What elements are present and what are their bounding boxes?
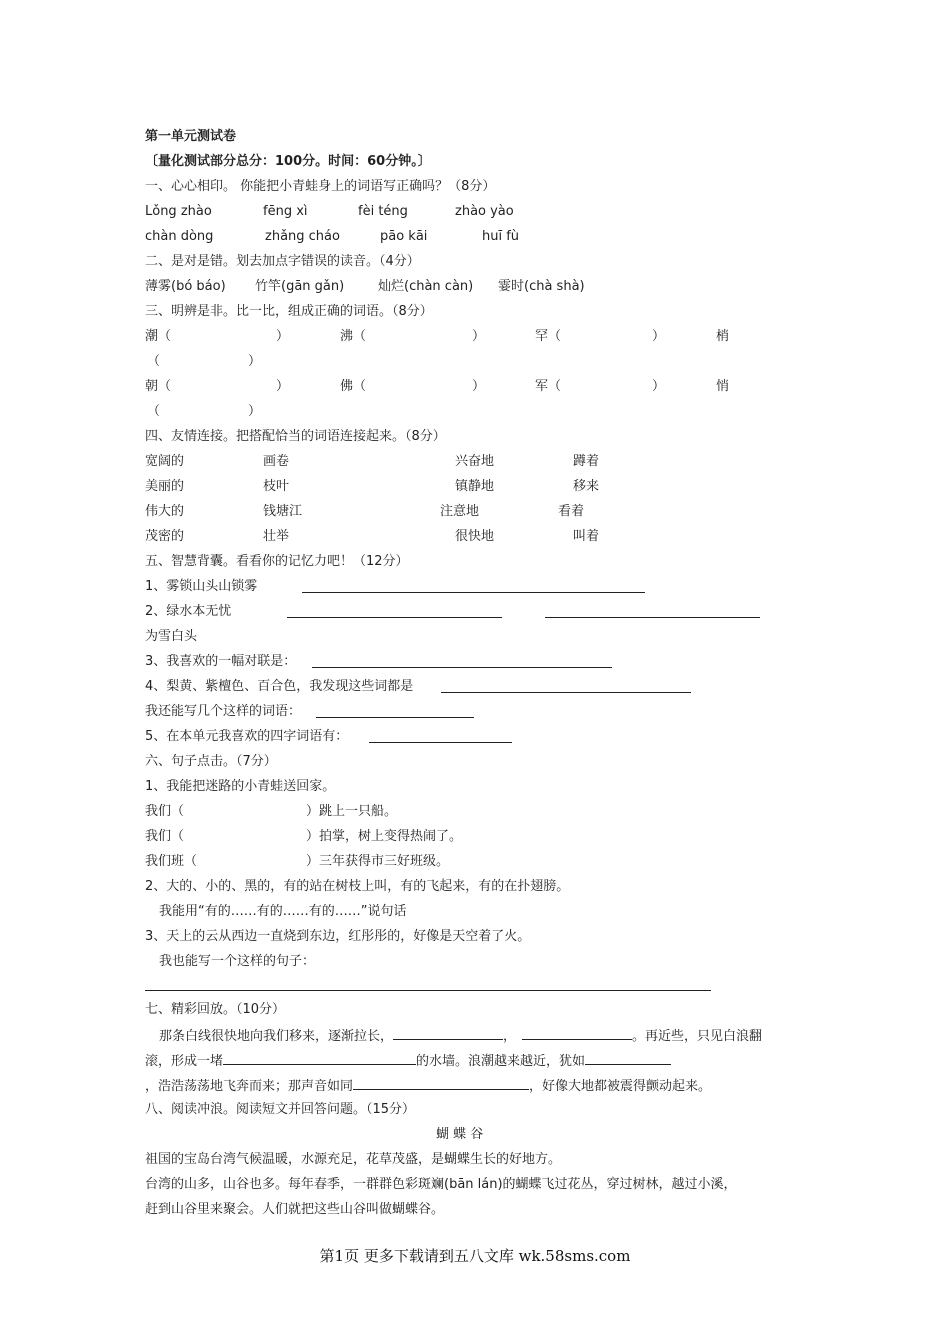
passage-fragment: 的水墙。浪潮越来越近，犹如 bbox=[416, 1054, 586, 1069]
bracket-close: ） bbox=[248, 354, 262, 369]
sentence-end: ）拍掌，树上变得热闹了。 bbox=[306, 829, 463, 844]
passage-fragment: 滚，形成一堵 bbox=[145, 1054, 224, 1069]
sentence-end: ）三年获得市三好班级。 bbox=[306, 854, 450, 869]
question-5-2: 2、绿水本无忧 bbox=[145, 604, 232, 619]
bracket-close: ） bbox=[248, 404, 262, 419]
sentence-start: 我们（ bbox=[145, 804, 185, 819]
match-word: 叫着 bbox=[573, 529, 600, 544]
pronunciation-item: 灿烂(chàn càn) bbox=[378, 279, 474, 294]
question-5-4: 4、梨黄、紫檀色、百合色，我发现这些词都是 bbox=[145, 679, 414, 694]
passage-text bbox=[145, 1076, 711, 1096]
bracket-open: （ bbox=[147, 354, 161, 369]
bracket-close: ） bbox=[276, 329, 290, 344]
blank[interactable] bbox=[585, 1051, 671, 1065]
blank[interactable] bbox=[393, 1026, 503, 1040]
story-paragraph: 台湾的山多，山谷也多。每年春季，一群群色彩斑斓(bān lán)的蝴蝶飞过花丛，穿过树林，越过小溪， bbox=[145, 1177, 737, 1192]
question-5-3: 3、我喜欢的一幅对联是： bbox=[145, 654, 297, 669]
word-char: 朝（ bbox=[145, 379, 172, 394]
pinyin-item: chàn dòng bbox=[145, 229, 214, 244]
bracket-close: ） bbox=[276, 379, 290, 394]
sentence-start: 我们（ bbox=[145, 829, 185, 844]
section-1-heading: 一、心心相印。 你能把小青蛙身上的词语写正确吗？（8分） bbox=[145, 179, 496, 194]
question-6-2b: 我能用“有的……有的……有的……”说句话 bbox=[159, 904, 407, 919]
pinyin-item: zhào yào bbox=[455, 204, 514, 219]
sentence-start: 我们班（ bbox=[145, 854, 198, 869]
match-word: 注意地 bbox=[440, 504, 480, 519]
section-8-heading: 八、阅读冲浪。阅读短文并回答问题。（15分） bbox=[145, 1102, 416, 1117]
question-6-2: 2、大的、小的、黑的，有的站在树枝上叫，有的飞起来，有的在扑翅膀。 bbox=[145, 879, 570, 894]
match-word: 钱塘江 bbox=[263, 504, 303, 519]
match-word: 枝叶 bbox=[263, 479, 290, 494]
word-char: 梢 bbox=[716, 329, 730, 344]
section-6-heading: 六、句子点击。（7分） bbox=[145, 754, 277, 769]
pinyin-item: huī fù bbox=[482, 229, 520, 244]
blank[interactable] bbox=[223, 1051, 416, 1065]
bracket-close: ） bbox=[472, 329, 486, 344]
passage-fragment: ， bbox=[503, 1029, 517, 1044]
score-info: 〔量化测试部分总分：100分。时间：60分钟。〕 bbox=[145, 154, 431, 169]
match-word: 很快地 bbox=[455, 529, 495, 544]
answer-line[interactable] bbox=[145, 990, 711, 991]
passage-text bbox=[145, 1051, 671, 1071]
bracket-close: ） bbox=[472, 379, 486, 394]
question-5-4b: 我还能写几个这样的词语： bbox=[145, 704, 302, 719]
section-4-heading: 四、友情连接。把搭配恰当的词语连接起来。（8分） bbox=[145, 429, 446, 444]
section-3-heading: 三、明辨是非。比一比，组成正确的词语。（8分） bbox=[145, 304, 433, 319]
story-title: 蝴 蝶 谷 bbox=[436, 1127, 484, 1142]
page-footer: 第1页 更多下载请到五八文库 wk.58sms.com bbox=[319, 1247, 631, 1265]
word-char: 军（ bbox=[535, 379, 562, 394]
answer-line[interactable] bbox=[312, 667, 612, 668]
match-word: 画卷 bbox=[263, 454, 290, 469]
pinyin-item: Lǒng zhào bbox=[145, 204, 212, 219]
story-paragraph: 祖国的宝岛台湾气候温暖，水源充足，花草茂盛，是蝴蝶生长的好地方。 bbox=[145, 1152, 562, 1167]
match-word: 壮举 bbox=[263, 529, 290, 544]
section-7-heading: 七、精彩回放。（10分） bbox=[145, 1002, 286, 1017]
match-word: 镇静地 bbox=[455, 479, 495, 494]
sentence-end: ）跳上一只船。 bbox=[306, 804, 398, 819]
answer-line[interactable] bbox=[545, 617, 760, 618]
match-word: 移来 bbox=[573, 479, 600, 494]
question-6-3b: 我也能写一个这样的句子： bbox=[159, 954, 316, 969]
pinyin-item: fēng xì bbox=[263, 204, 308, 219]
blank[interactable] bbox=[353, 1076, 529, 1090]
match-word: 伟大的 bbox=[145, 504, 185, 519]
section-5-heading: 五、智慧背囊。看看你的记忆力吧！（12分） bbox=[145, 554, 409, 569]
pronunciation-item: 霎时(chà shà) bbox=[498, 279, 585, 294]
section-2-heading: 二、是对是错。划去加点字错误的读音。（4分） bbox=[145, 254, 420, 269]
passage-fragment: ，好像大地都被震得颤动起来。 bbox=[529, 1079, 712, 1094]
question-5-2b: 为雪白头 bbox=[145, 629, 198, 644]
match-word: 看着 bbox=[558, 504, 585, 519]
answer-line[interactable] bbox=[287, 617, 502, 618]
bracket-close: ） bbox=[652, 329, 666, 344]
word-char: 佛（ bbox=[340, 379, 367, 394]
match-word: 美丽的 bbox=[145, 479, 185, 494]
pinyin-item: pāo kāi bbox=[380, 229, 428, 244]
passage-text bbox=[159, 1026, 762, 1046]
match-word: 蹲着 bbox=[573, 454, 600, 469]
passage-fragment: 那条白线很快地向我们移来，逐渐拉长， bbox=[159, 1029, 394, 1044]
word-char: 罕（ bbox=[535, 329, 562, 344]
page-title: 第一单元测试卷 bbox=[145, 129, 237, 144]
question-5-5: 5、在本单元我喜欢的四字词语有： bbox=[145, 729, 349, 744]
pinyin-item: zhǎng cháo bbox=[265, 229, 340, 244]
question-6-3: 3、天上的云从西边一直烧到东边，红彤彤的，好像是天空着了火。 bbox=[145, 929, 531, 944]
match-word: 兴奋地 bbox=[455, 454, 495, 469]
match-word: 宽阔的 bbox=[145, 454, 185, 469]
word-char: 沸（ bbox=[340, 329, 367, 344]
word-char: 悄 bbox=[716, 379, 730, 394]
bracket-open: （ bbox=[147, 404, 161, 419]
pronunciation-item: 竹竿(gān gǎn) bbox=[255, 279, 345, 294]
word-char: 潮（ bbox=[145, 329, 172, 344]
pronunciation-item: 薄雾(bó báo) bbox=[145, 279, 226, 294]
answer-line[interactable] bbox=[316, 717, 474, 718]
answer-line[interactable] bbox=[369, 742, 512, 743]
question-5-1: 1、雾锁山头山锁雾 bbox=[145, 579, 258, 594]
pinyin-item: fèi téng bbox=[358, 204, 408, 219]
story-paragraph: 赶到山谷里来聚会。人们就把这些山谷叫做蝴蝶谷。 bbox=[145, 1202, 445, 1217]
answer-line[interactable] bbox=[302, 592, 645, 593]
answer-line[interactable] bbox=[441, 692, 691, 693]
bracket-close: ） bbox=[652, 379, 666, 394]
blank[interactable] bbox=[522, 1026, 632, 1040]
question-6-1: 1、我能把迷路的小青蛙送回家。 bbox=[145, 779, 336, 794]
passage-fragment: ，浩浩荡荡地飞奔而来；那声音如同 bbox=[145, 1079, 354, 1094]
passage-fragment: 。再近些，只见白浪翻 bbox=[632, 1029, 763, 1044]
match-word: 茂密的 bbox=[145, 529, 185, 544]
